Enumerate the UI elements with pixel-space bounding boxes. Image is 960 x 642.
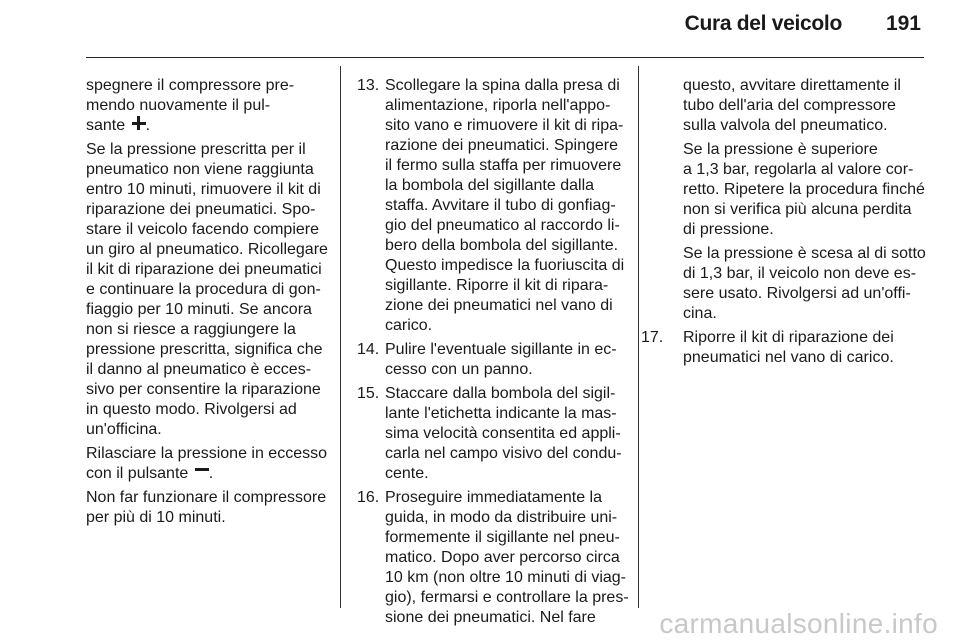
text-line: Staccare dalla bombola del sigil- [385,385,616,402]
text-line: formemente il sigillante nel pneu- [385,529,620,546]
column-3 [641,76,926,372]
text-line: questo, avvitare direttamente il [683,77,901,94]
text-line: la bombola del sigillante dalla [385,177,595,194]
paragraph-release-button [86,76,326,136]
text-line: tubo dell'aria del compressore [683,97,896,114]
text-line: Proseguire immediatamente la [385,489,602,506]
text-line: un giro al pneumatico. Ricollegare [86,241,328,258]
text-line: cesso con un panno. [385,361,533,378]
text-line: retto. Ripetere la procedura finché [683,181,925,198]
step-number: 14. [357,341,380,358]
text-line: Rilasciare la pressione in eccesso [86,445,327,462]
text-line: Se la pressione prescritta per il [86,141,306,158]
text-line: staffa. Avvitare il tubo di gonfiag- [385,197,616,214]
text-line: Se la pressione è scesa al di sotto [683,245,926,262]
step-number: 16. [357,489,380,506]
text-line: pneumatico non viene raggiunta [86,161,314,178]
text-line: un'officina. [86,421,162,438]
text-line: per più di 10 minuti. [86,509,226,526]
text-line: Non far funzionare il compressore [86,489,327,506]
text-line: sigillante. Riporre il kit di ripara- [385,277,609,294]
header-rule [86,57,924,58]
text-line: Questo impedisce la fuoriuscita di [385,257,625,274]
text-line: stare il veicolo facendo compiere [86,221,320,238]
step-16-continuation [655,76,923,136]
text-line: di 1,3 bar, il veicolo non deve es- [683,265,917,282]
text-line: Scollegare la spina dalla presa di [385,77,620,94]
minus-icon [195,464,209,478]
text-line: entro 10 minuti, rimuovere il kit di [86,181,321,198]
text-line: fiaggio per 10 minuti. Se ancora [86,301,312,318]
text-line: carico. [385,317,433,334]
text-line: riparazione dei pneumatici. Spo- [86,201,316,218]
paragraph-pressure-not-reached [86,140,326,440]
text-line: cina. [683,305,717,322]
text-line: pressione prescritta, significa che [86,341,323,358]
text-line: di pressione. [683,221,774,238]
text-line: spegnere il compressore pre- [86,77,295,94]
text-line: Riporre il kit di riparazione dei [683,329,894,346]
page-number: 191 [885,12,921,35]
text-line-with-icon [86,116,326,136]
text-line: il fermo sulla staffa per rimuovere [385,157,622,174]
text-line: matico. Dopo aver percorso circa [385,549,620,566]
step-15 [357,384,625,484]
text-line: gio del pneumatico al raccordo li- [385,217,620,234]
step-13 [357,76,625,336]
text-line: sulla valvola del pneumatico. [683,117,888,134]
text-line: cente. [385,465,429,482]
text-segment: sante [86,117,126,134]
text-line: e continuare la procedura di gon- [86,281,321,298]
paragraph-pressure-above [655,140,923,240]
column-divider-1 [340,66,341,608]
text-segment: con il pulsante [86,465,189,482]
text-line: lante l'etichetta indicante la mas- [385,405,617,422]
text-line: alimentazione, riporla nell'appo- [385,97,611,114]
text-line: non si verifica più alcuna perdita [683,201,912,218]
paragraph-compressor-limit [86,488,326,528]
step-number: 15. [357,385,380,402]
column-1 [86,76,326,532]
text-line: il danno al pneumatico è ecces- [86,361,312,378]
text-segment: . [145,117,151,134]
text-line: sito vano e rimuovere il kit di ripa- [385,117,624,134]
step-16 [357,488,629,628]
plus-icon [132,116,146,130]
column-divider-2 [638,66,639,608]
text-line: mendo nuovamente il pul- [86,97,271,114]
text-line: pneumatici nel vano di carico. [683,349,894,366]
text-line: guida, in modo da distribuire uni- [385,509,618,526]
section-title: Cura del veicolo [684,12,842,35]
text-line: sere usato. Rivolgersi ad un'offi- [683,285,911,302]
watermark: carmanualsonline.info [659,608,938,639]
text-line: a 1,3 bar, regolarla al valore cor- [683,161,914,178]
step-14 [357,340,625,380]
column-2 [357,76,629,632]
text-line: 10 km (non oltre 10 minuti di viag- [385,569,626,586]
step-17 [641,328,923,368]
text-line-with-icon [86,464,326,484]
text-line: in questo modo. Rivolgersi ad [86,401,297,418]
text-line: il kit di riparazione dei pneumatici [86,261,322,278]
text-line: zione dei pneumatici nel vano di [385,297,613,314]
text-line: sima velocità consentita ed appli- [385,425,621,442]
paragraph-release-pressure [86,444,326,484]
text-line: sione dei pneumatici. Nel fare [385,609,596,626]
text-line: razione dei pneumatici. Spingere [385,137,619,154]
paragraph-pressure-below [655,244,926,324]
text-segment: . [208,465,214,482]
text-line: gio), fermarsi e controllare la pres- [385,589,629,606]
text-line: Se la pressione è superiore [683,141,878,158]
text-line: Pulire l'eventuale sigillante in ec- [385,341,617,358]
text-line: non si riesce a raggiungere la [86,321,296,338]
step-number: 17. [641,329,664,346]
text-line: bero della bombola del sigillante. [385,237,619,254]
text-line: carla nel campo visivo del condu- [385,445,622,462]
step-number: 13. [357,77,380,94]
text-line: sivo per consentire la riparazione [86,381,321,398]
